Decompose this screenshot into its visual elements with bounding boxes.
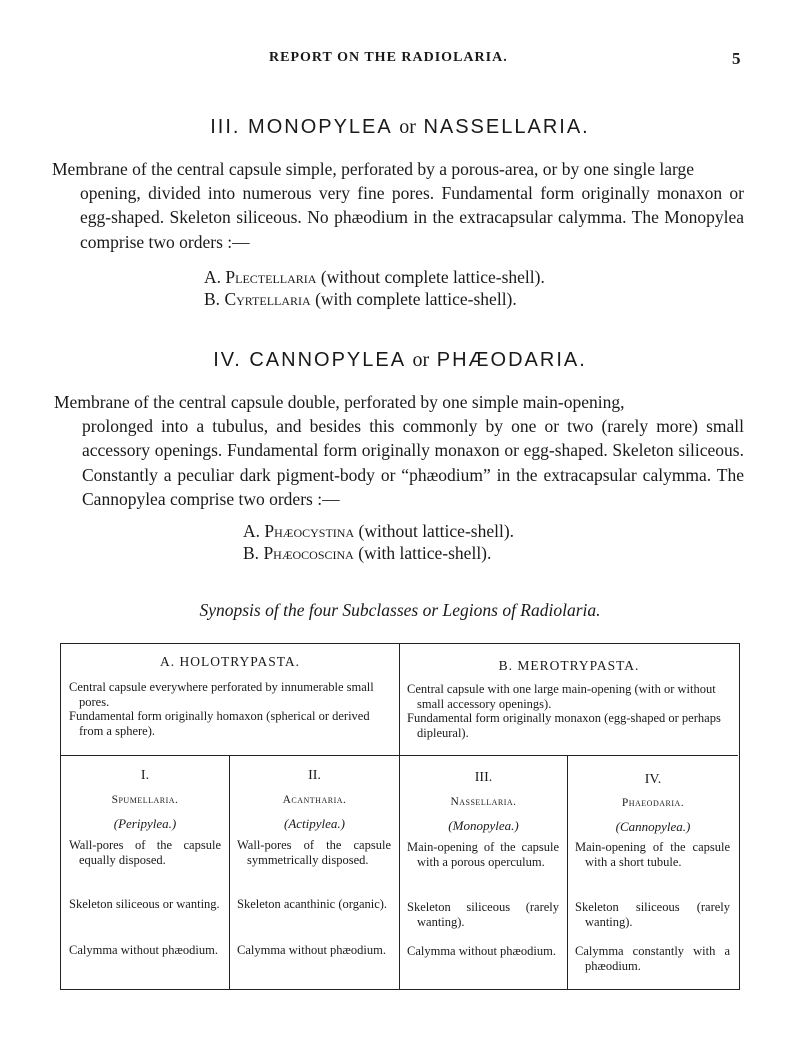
order-name: Cyrtellaria <box>224 289 311 309</box>
order-letter: A. <box>204 267 222 287</box>
order-desc: (with complete lattice-shell). <box>315 289 517 309</box>
monopylea-description <box>52 157 744 254</box>
order-letter: B. <box>204 289 221 309</box>
order-item <box>204 265 545 289</box>
section-title-part1: III. MONOPYLEA <box>210 116 392 138</box>
column-pores-text: Wall-pores of the capsule symmetrically disposed. <box>237 838 391 867</box>
synopsis-table <box>60 643 740 990</box>
column-pores <box>407 840 559 870</box>
column-skeleton-text: Skeleton siliceous or wanting. <box>69 897 220 911</box>
column-name: Spumellaria. <box>111 794 179 806</box>
order-desc: (without complete lattice-shell). <box>320 267 545 287</box>
column-calymma-text: Calymma without phæodium. <box>237 943 386 957</box>
column-pores <box>237 838 391 868</box>
para-first-line: Membrane of the central capsule simple, perforated by a porous-area, or by one single large <box>52 159 695 179</box>
group-a-text <box>69 680 391 738</box>
order-name: Plectellaria <box>225 267 317 287</box>
column-pores-text: Wall-pores of the capsule equally disposed. <box>69 838 221 867</box>
column-numeral: IV. <box>644 772 662 787</box>
column-calymma <box>237 943 391 958</box>
section-title-part2: PHÆODARIA. <box>436 349 587 371</box>
synopsis-title: Synopsis of the four Subclasses or Legions of Radiolaria. <box>199 600 601 620</box>
column-pores <box>69 838 221 868</box>
section-title-or: or <box>412 349 430 371</box>
order-name: Phæocystina <box>264 521 355 541</box>
column-name: Acantharia. <box>282 794 347 806</box>
column-numeral: III. <box>474 770 493 785</box>
running-head: REPORT ON THE RADIOLARIA. <box>269 50 508 65</box>
order-letter: B. <box>243 543 260 563</box>
order-letter: A. <box>243 521 261 541</box>
column-numeral: II. <box>308 768 321 783</box>
column-calymma <box>407 944 559 959</box>
group-b-line: Central capsule with one large main-opening (with or without small accessory openings). <box>407 682 716 711</box>
group-b-line: Fundamental form originally monaxon (egg-shaped or perhaps dipleural). <box>407 711 721 740</box>
cannopylea-description <box>54 390 744 511</box>
column-skeleton-text: Skeleton acanthinic (organic). <box>237 897 388 911</box>
para-rest: prolonged into a tubulus, and besides this commonly by one or two (rarely more) small accessory openings. Fundamental form originally monaxon or egg-shaped. Skeleton siliceous. Constantly a peculiar dark pigment-body or “phæodium” in the extracapsular calymma. The Cannopylea comprise two orders :— <box>82 416 744 509</box>
group-a-line: Fundamental form originally homaxon (spherical or derived from a sphere). <box>69 709 370 738</box>
column-calymma <box>575 944 730 974</box>
column-name: Nassellaria. <box>450 796 517 808</box>
page-header <box>0 50 800 74</box>
column-alt-name: (Peripylea.) <box>113 816 177 831</box>
order-desc: (with lattice-shell). <box>358 543 492 563</box>
column-alt-name: (Monopylea.) <box>448 818 519 833</box>
column-calymma-text: Calymma constantly with a phæodium. <box>575 944 730 973</box>
column-pores-text: Main-opening of the capsule with a porous operculum. <box>407 840 559 869</box>
group-a-heading: A. HOLOTRYPASTA. <box>159 654 301 669</box>
column-calymma-text: Calymma without phæodium. <box>69 943 218 957</box>
order-item <box>243 519 514 543</box>
para-first-line: Membrane of the central capsule double, perforated by one simple main-opening, <box>54 392 625 412</box>
group-b-text <box>407 682 731 740</box>
column-calymma-text: Calymma without phæodium. <box>407 944 556 958</box>
column-skeleton <box>69 897 221 912</box>
section-title-cannopylea <box>0 349 800 372</box>
column-skeleton-text: Skeleton siliceous (rarely wanting). <box>407 900 559 929</box>
section-title-or: or <box>399 116 416 138</box>
section-title-part1: IV. CANNOPYLEA <box>213 349 405 371</box>
order-item <box>204 287 517 311</box>
table-divider <box>399 644 400 989</box>
section-title-part2: NASSELLARIA. <box>423 116 590 138</box>
group-a-line: Central capsule everywhere perforated by innumerable small pores. <box>69 680 374 709</box>
column-alt-name: (Actipylea.) <box>284 816 345 831</box>
page-number: 5 <box>732 49 741 68</box>
table-divider <box>61 755 738 756</box>
group-b-heading: B. MEROTRYPASTA. <box>498 658 640 673</box>
column-pores <box>575 840 730 870</box>
order-item <box>243 541 491 565</box>
para-rest: opening, divided into numerous very fine pores. Fundamental form originally monaxon or egg-shaped. Skeleton siliceous. No phæodium in the extracapsular calymma. The Monopylea comprise two orders :— <box>80 183 744 252</box>
column-skeleton <box>237 897 391 912</box>
column-alt-name: (Cannopylea.) <box>615 819 691 834</box>
order-name: Phæocoscina <box>263 543 354 563</box>
column-calymma <box>69 943 221 958</box>
section-title-monopylea <box>0 116 800 139</box>
column-name: Phaeodaria. <box>621 797 685 809</box>
column-pores-text: Main-opening of the capsule with a short tubule. <box>575 840 730 869</box>
column-skeleton <box>407 900 559 930</box>
table-divider <box>567 755 568 989</box>
column-skeleton-text: Skeleton siliceous (rarely wanting). <box>575 900 730 929</box>
column-skeleton <box>575 900 730 930</box>
column-numeral: I. <box>140 768 150 783</box>
order-desc: (without lattice-shell). <box>358 521 515 541</box>
table-divider <box>229 755 230 989</box>
